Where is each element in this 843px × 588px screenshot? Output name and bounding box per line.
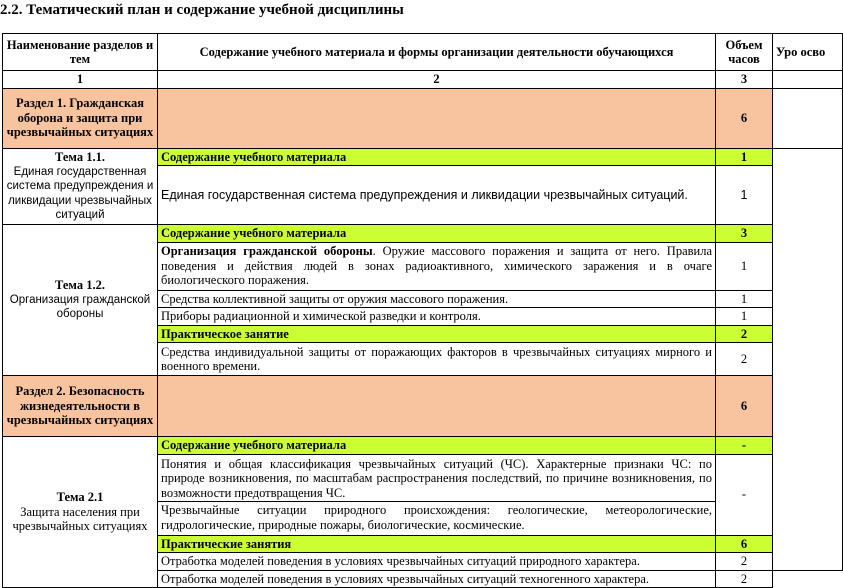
content-header: Содержание учебного материала (158, 148, 716, 166)
content-item-text: . Оружие массового поражения и защита от него. Правила поведения и действия людей в зонах радиоактивного, химического заражения и в очаге биологического поражения. (161, 244, 712, 288)
topic-label: Тема 1.1. (55, 150, 105, 164)
number-cell (773, 71, 843, 89)
content-item: Средства коллективной защиты от оружия массового поражения. (158, 290, 716, 308)
topic-name: Единая государственная система предупреждения и ликвидации чрезвычайных ситуаций (6, 165, 154, 221)
practice-hours: 6 (716, 535, 773, 553)
table-row (3, 437, 843, 455)
item-hours: 1 (716, 290, 773, 308)
topic-name: Организация гражданской обороны (9, 293, 151, 321)
header-sections-topics: Наименование разделов и тем (3, 34, 158, 71)
content-item: Единая государственная система предупреждения и ликвидации чрезвычайных ситуаций. (158, 166, 716, 225)
content-hours: - (716, 437, 773, 455)
topic-label: Тема 1.2. (55, 278, 105, 293)
content-header: Содержание учебного материала (158, 437, 716, 455)
section-content (158, 376, 716, 437)
thematic-plan-table (2, 33, 843, 588)
topic-label: Тема 2.1 (56, 490, 104, 505)
content-hours: 3 (716, 225, 773, 243)
content-items-cell (158, 454, 716, 535)
header-level: Уро осво (773, 34, 843, 71)
content-item: Приборы радиационной и химической разведки и контроля. (158, 308, 716, 326)
item-hours: - (716, 454, 773, 535)
number-cell: 2 (158, 71, 716, 89)
item-hours: 1 (716, 308, 773, 326)
header-hours: Объем часов (716, 34, 773, 71)
practice-header: Практические занятия (158, 535, 716, 553)
content-header: Содержание учебного материала (158, 225, 716, 243)
section-row (3, 376, 843, 437)
section-row (3, 88, 843, 148)
content-item: Чрезвычайные ситуации природного происхождения: геологические, метеорологические, гидрологические, природные пожары, биологические, космические. (161, 503, 712, 532)
page-title: 2.2. Тематический план и содержание учебной дисциплины (0, 2, 404, 18)
header-row (3, 34, 843, 71)
section-hours: 6 (716, 376, 773, 437)
item-hours: 2 (716, 343, 773, 376)
practice-header: Практическое занятие (158, 325, 716, 343)
section-title: Раздел 1. Гражданская оборона и защита при чрезвычайных ситуациях (3, 88, 158, 148)
header-content: Содержание учебного материала и формы организации деятельности обучающихся (158, 34, 716, 71)
topic-cell (3, 437, 158, 588)
practice-item: Отработка моделей поведения в условиях чрезвычайных ситуаций природного характера. (158, 553, 716, 571)
content-hours: 1 (716, 148, 773, 166)
number-cell: 3 (716, 71, 773, 89)
content-item: Понятия и общая классификация чрезвычайных ситуаций (ЧС). Характерные признаки ЧС: по природе возникновения, по масштабам распространения последствий, по причине возникновения, по возможности предотвращения ЧС. (158, 456, 715, 503)
content-item-bold: Организация гражданской обороны (161, 244, 373, 259)
number-cell: 1 (3, 71, 158, 89)
section-title: Раздел 2. Безопасность жизнедеятельности в чрезвычайных ситуациях (3, 376, 158, 437)
item-hours: 1 (716, 242, 773, 290)
section-content (158, 88, 716, 148)
section-hours: 6 (716, 88, 773, 148)
topic-cell (3, 225, 158, 376)
content-item (158, 242, 716, 290)
practice-hours: 2 (716, 325, 773, 343)
level-cell (773, 148, 843, 570)
table-row (3, 225, 843, 243)
item-hours: 1 (716, 166, 773, 225)
section-level (773, 88, 843, 148)
practice-item: Средства индивидуальной защиты от поражающих факторов в чрезвычайных ситуациях мирного и военного времени. (158, 343, 716, 376)
numbering-row (3, 71, 843, 89)
topic-name: Защита населения при чрезвычайных ситуациях (12, 504, 148, 534)
item-hours: 2 (716, 570, 773, 588)
table-row (3, 148, 843, 166)
item-hours: 2 (716, 553, 773, 571)
practice-item: Отработка моделей поведения в условиях чрезвычайных ситуаций техногенного характера. (158, 570, 716, 588)
topic-cell (3, 148, 158, 225)
